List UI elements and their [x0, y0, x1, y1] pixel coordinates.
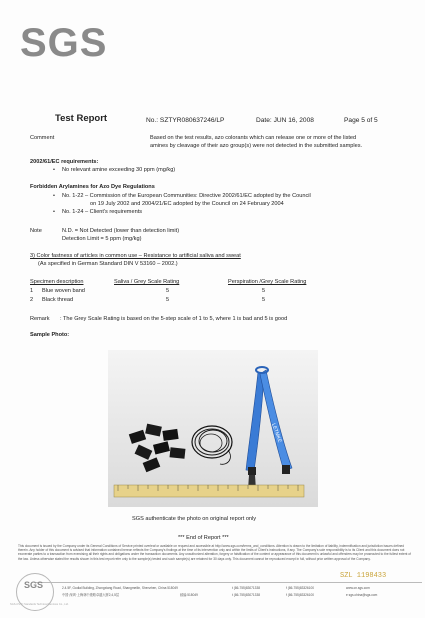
table-row-2-saliva: 5	[166, 297, 170, 303]
sgs-logo: SGS	[20, 21, 108, 65]
comment-line-1: Based on the test results, azo colorants which can release one or more of the listed	[150, 135, 357, 141]
stamp-logo: SGS	[24, 580, 44, 590]
table-row-1-no: 1	[30, 288, 34, 294]
footer-address-cn: 中国·深圳·上梅林中康路卓越大厦2,4,5层	[62, 593, 120, 597]
report-date: Date: JUN 16, 2008	[256, 117, 314, 124]
footer-address: 2.4.5F, Godial Building, Zhongxiang Road, Shangmeilin, Shenzhen, China 518049	[62, 586, 178, 590]
forbidden-item-2: • No. 1-24 – Client's requirements	[62, 209, 142, 216]
fastness-standard: (As specified in German Standard DIN V 53160 – 2002.)	[38, 261, 178, 267]
table-row-2-no: 2	[30, 297, 34, 303]
footer-phone-2: t (86-755)83071338	[232, 593, 261, 597]
table-header-perspiration: Perspiration /Grey Scale Rating	[228, 279, 307, 285]
fastness-heading: 3) Color fastness of articles in common use – Resistance to artificial saliva and sweat	[30, 253, 241, 259]
table-row-1-desc: Blue woven band	[42, 288, 85, 294]
directive-heading: 2002/61/EC requirements:	[30, 159, 99, 165]
comment-label: Comment	[30, 135, 55, 141]
table-header-specimen: Specimen description	[30, 279, 84, 285]
svg-text:LETMKE: LETMKE	[270, 422, 283, 444]
note-line-2: Detection Limit = 5 ppm (mg/kg)	[62, 236, 142, 242]
page-number: Page 5 of 5	[344, 117, 378, 124]
forbidden-item-1: • No. 1-22 – Commission of the European Communities: Directive 2002/61/EC adopted by the Council	[62, 193, 311, 200]
report-title: Test Report	[55, 113, 108, 124]
photo-caption: SGS authenticate the photo on original report only	[132, 516, 257, 522]
footer-email: e sgs.china@sgs.com	[346, 593, 378, 597]
company-stamp-text: SGS-CSTC Standards Technical Services Co., Ltd.	[10, 603, 69, 606]
note-line-1: N.D. = Not Detected (lower than detection limit)	[62, 228, 180, 234]
report-number: No.: SZTYR080637246/LP	[146, 117, 225, 124]
remark-text: : The Grey Scale Rating is based on the 5-step scale of 1 to 5, where 1 is bad and 5 is good	[60, 316, 288, 322]
end-of-report: *** End of Report ***	[178, 535, 229, 541]
footer-postcode: 邮编:518049	[180, 593, 198, 597]
table-row-2-perspiration: 5	[262, 297, 266, 303]
remark-label: Remark	[30, 316, 50, 322]
table-row-1-saliva: 5	[166, 288, 170, 294]
footer-fax: f (86-755)83326100	[286, 586, 315, 590]
footer-divider	[36, 582, 422, 583]
table-header-saliva: Saliva / Grey Scale Rating	[114, 279, 180, 285]
forbidden-item-1-cont: on 19 July 2002 and 2004/21/EC adopted by the Council on 24 February 2004	[90, 201, 284, 207]
footer-fax-2: f (86-755)83326100	[286, 593, 315, 597]
table-row-1-perspiration: 5	[262, 288, 266, 294]
footer-disclaimer: This document is issued by the Company under its General Conditions of Service printed overleaf or available on request and accessible at http://www.sgs.com/terms_and_conditions. Attention is drawn to the limitation of liability, indemnification and jurisdiction issues defined therein. Any holder of this document is advised that information contained hereon reflects the Company's findings at the time of its intervention only and within the limits of Client's instructions, if any. The Company's sole responsibility is to its Client and this document does not exonerate parties to a transaction from exercising all their rights and obligations under the transaction documents. Any unauthorized alteration, forgery or falsification of the content or appearance of this document is unlawful and offenders may be prosecuted to the fullest extent of the law. Unless otherwise stated the results shown in this test report refer only to the sample(s) tested and such sample(s) are retained for 30 days only. This document cannot be reproduced except in full, without prior written approval of the Company.	[18, 544, 411, 561]
note-label: Note	[30, 228, 42, 234]
serial-number: SZL 1198433	[340, 572, 387, 580]
forbidden-heading: Forbidden Arylamines for Azo Dye Regulations	[30, 184, 155, 190]
sample-photo-image	[108, 350, 318, 507]
comment-line-2: amines by cleavage of their azo group(s) were not detected in the submitted samples.	[150, 143, 363, 149]
sample-photo-heading: Sample Photo:	[30, 332, 70, 338]
footer-phone: t (86-755)83071338	[232, 586, 261, 590]
directive-item: • No relevant amine exceeding 30 ppm (mg/kg)	[62, 167, 175, 174]
footer-website: www.cn.sgs.com	[346, 586, 370, 590]
sample-photo	[108, 350, 318, 507]
table-row-2-desc: Black thread	[42, 297, 74, 303]
